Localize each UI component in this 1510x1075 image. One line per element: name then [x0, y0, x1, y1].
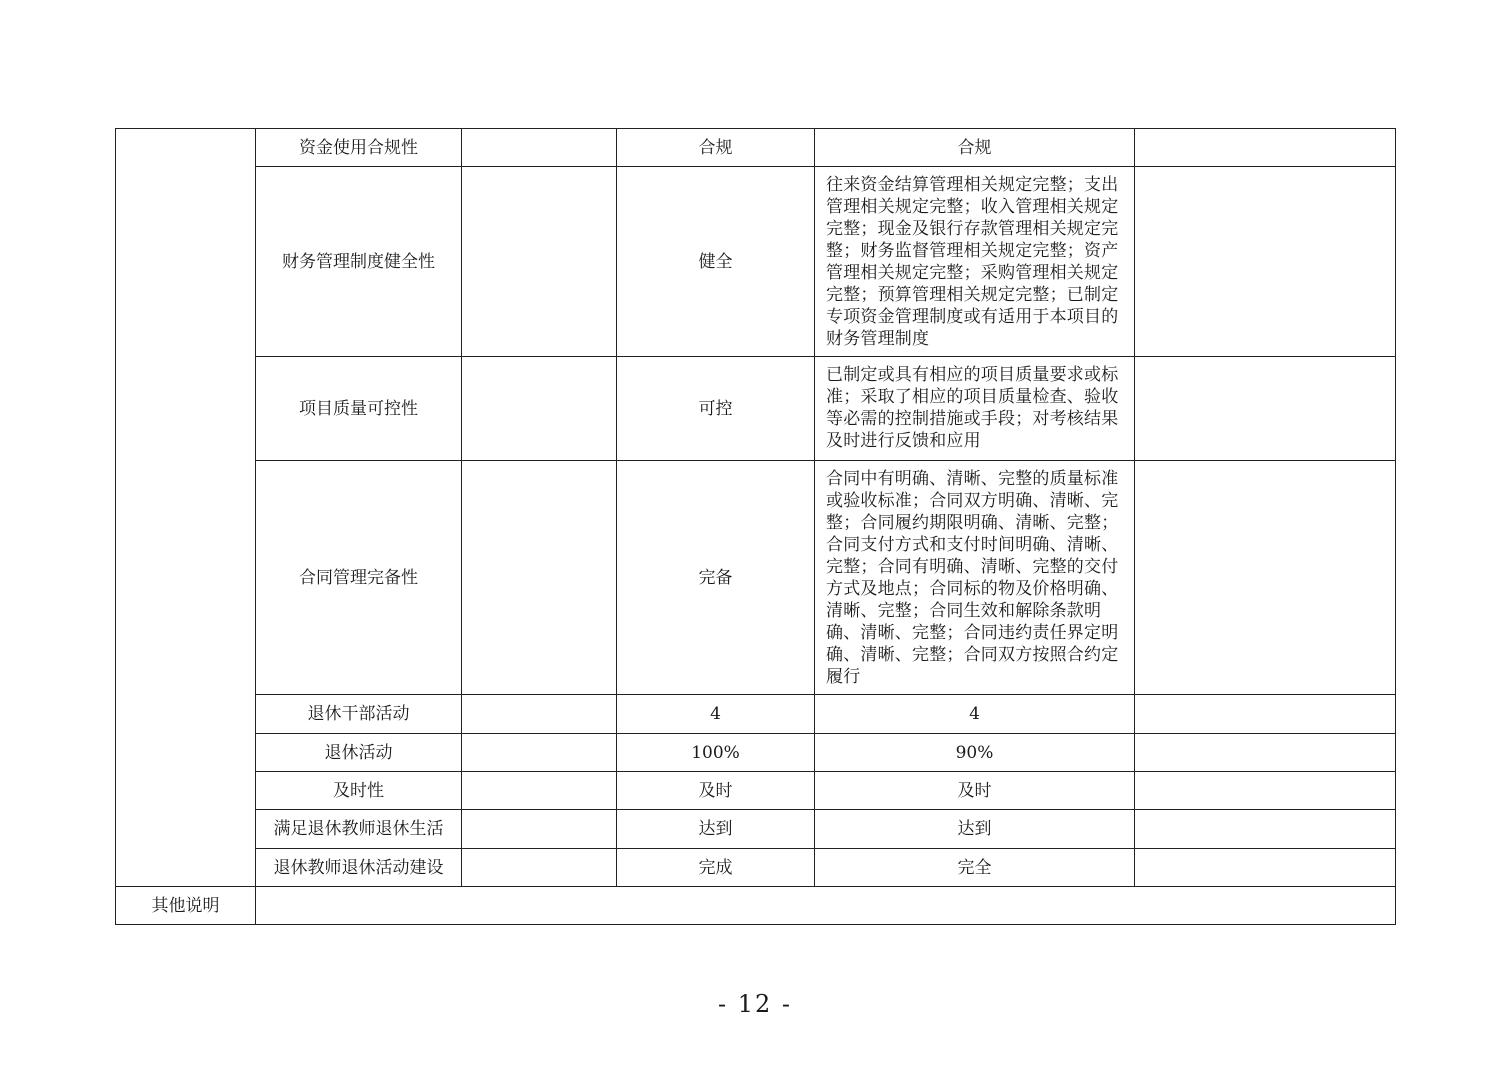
indicator-name: 退休教师退休活动建设: [256, 849, 462, 887]
other-notes-row: [116, 887, 1396, 925]
remark-cell: [1135, 129, 1396, 167]
target-value: 4: [617, 695, 815, 734]
indicator-name: 合同管理完备性: [256, 461, 462, 695]
indicator-blank-cell: [462, 167, 617, 357]
target-value: 完成: [617, 849, 815, 887]
remark-cell: [1135, 357, 1396, 461]
target-value: 达到: [617, 810, 815, 849]
indicator-blank-cell: [462, 734, 617, 772]
indicator-name: 及时性: [256, 772, 462, 810]
indicator-blank-cell: [462, 810, 617, 849]
table-row: [116, 734, 1396, 772]
target-value: 合规: [617, 129, 815, 167]
indicator-name: 财务管理制度健全性: [256, 167, 462, 357]
other-notes-label: 其他说明: [116, 887, 256, 925]
indicator-blank-cell: [462, 461, 617, 695]
target-value: 完备: [617, 461, 815, 695]
indicator-blank-cell: [462, 772, 617, 810]
performance-indicator-table: [115, 128, 1396, 925]
indicator-name: 满足退休教师退休生活: [256, 810, 462, 849]
other-notes-content: [256, 887, 1396, 925]
table-row: [116, 167, 1396, 357]
remark-cell: [1135, 849, 1396, 887]
actual-value: 及时: [815, 772, 1135, 810]
indicator-blank-cell: [462, 849, 617, 887]
target-value: 可控: [617, 357, 815, 461]
category-merged-cell: [116, 129, 256, 887]
actual-value: 90%: [815, 734, 1135, 772]
actual-value: 完全: [815, 849, 1135, 887]
indicator-name: 资金使用合规性: [256, 129, 462, 167]
table-row: [116, 849, 1396, 887]
remark-cell: [1135, 167, 1396, 357]
indicator-name: 项目质量可控性: [256, 357, 462, 461]
table-row: [116, 695, 1396, 734]
indicator-name: 退休活动: [256, 734, 462, 772]
target-value: 及时: [617, 772, 815, 810]
actual-value: 4: [815, 695, 1135, 734]
table-row: [116, 810, 1396, 849]
remark-cell: [1135, 734, 1396, 772]
table-row: [116, 772, 1396, 810]
actual-value: 合规: [815, 129, 1135, 167]
table-row: [116, 461, 1396, 695]
remark-cell: [1135, 695, 1396, 734]
table-row: [116, 357, 1396, 461]
remark-cell: [1135, 461, 1396, 695]
indicator-blank-cell: [462, 357, 617, 461]
actual-value: 达到: [815, 810, 1135, 849]
indicator-name: 退休干部活动: [256, 695, 462, 734]
actual-value: 合同中有明确、清晰、完整的质量标准或验收标准；合同双方明确、清晰、完整；合同履约期限明确、清晰、完整；合同支付方式和支付时间明确、清晰、完整；合同有明确、清晰、完整的交付方式及地点；合同标的物及价格明确、清晰、完整；合同生效和解除条款明确、清晰、完整；合同违约责任界定明确、清晰、完整；合同双方按照合约定履行: [815, 461, 1135, 695]
target-value: 100%: [617, 734, 815, 772]
remark-cell: [1135, 772, 1396, 810]
target-value: 健全: [617, 167, 815, 357]
indicator-blank-cell: [462, 695, 617, 734]
actual-value: 往来资金结算管理相关规定完整；支出管理相关规定完整；收入管理相关规定完整；现金及银行存款管理相关规定完整；财务监督管理相关规定完整；资产管理相关规定完整；采购管理相关规定完整；预算管理相关规定完整；已制定专项资金管理制度或有适用于本项目的财务管理制度: [815, 167, 1135, 357]
remark-cell: [1135, 810, 1396, 849]
indicator-blank-cell: [462, 129, 617, 167]
table-row: [116, 129, 1396, 167]
page-number: - 12 -: [717, 990, 792, 1018]
actual-value: 已制定或具有相应的项目质量要求或标准；采取了相应的项目质量检查、验收等必需的控制措施或手段；对考核结果及时进行反馈和应用: [815, 357, 1135, 461]
